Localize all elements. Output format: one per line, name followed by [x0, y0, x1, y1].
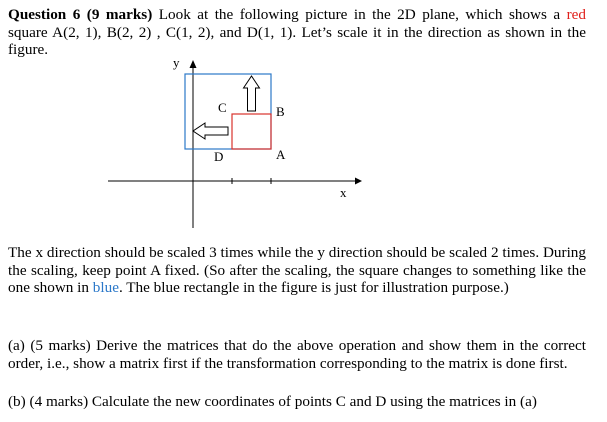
scaling-text-2: . The blue rectangle in the figure is just for illustration purpose.)	[118, 279, 509, 297]
label-a: A	[276, 147, 286, 162]
intro-text-1: Look at the following picture in the 2D plane, which shows a	[152, 6, 567, 23]
red-word: red	[566, 6, 587, 23]
blue-word: blue	[92, 279, 119, 297]
intro-text-2: square A(2, 1), B(2, 2) , C(1, 2), and D(1, 1). Let’s scale it in the direction as shown in the figure.	[8, 23, 586, 59]
question-heading: Question 6 (9 marks)	[8, 6, 153, 23]
left-arrow-icon	[193, 123, 228, 139]
y-axis-label: y	[173, 55, 180, 70]
label-d: D	[214, 149, 224, 164]
part-a-paragraph: (a) (5 marks) Derive the matrices that do the above operation and show them in the correct order, i.e., show a matrix first if the transformation corresponding to the matrix is done first.	[8, 337, 586, 372]
scaling-text-1: The x direction should be scaled 3 times while the y direction should be scaled 2 times. During the scaling, keep point A fixed. (So after the scaling, the square changes to something like the one shown in	[8, 244, 586, 297]
x-axis-label: x	[340, 185, 347, 200]
y-axis-arrowhead	[190, 60, 197, 68]
scaling-paragraph	[8, 244, 586, 297]
label-c: C	[218, 100, 227, 115]
part-b-paragraph: (b) (4 marks) Calculate the new coordinates of points C and D using the matrices in (a)	[8, 393, 537, 410]
up-arrow-icon	[244, 76, 260, 111]
x-axis-arrowhead	[355, 178, 362, 185]
red-square	[232, 114, 271, 149]
label-b: B	[276, 104, 285, 119]
